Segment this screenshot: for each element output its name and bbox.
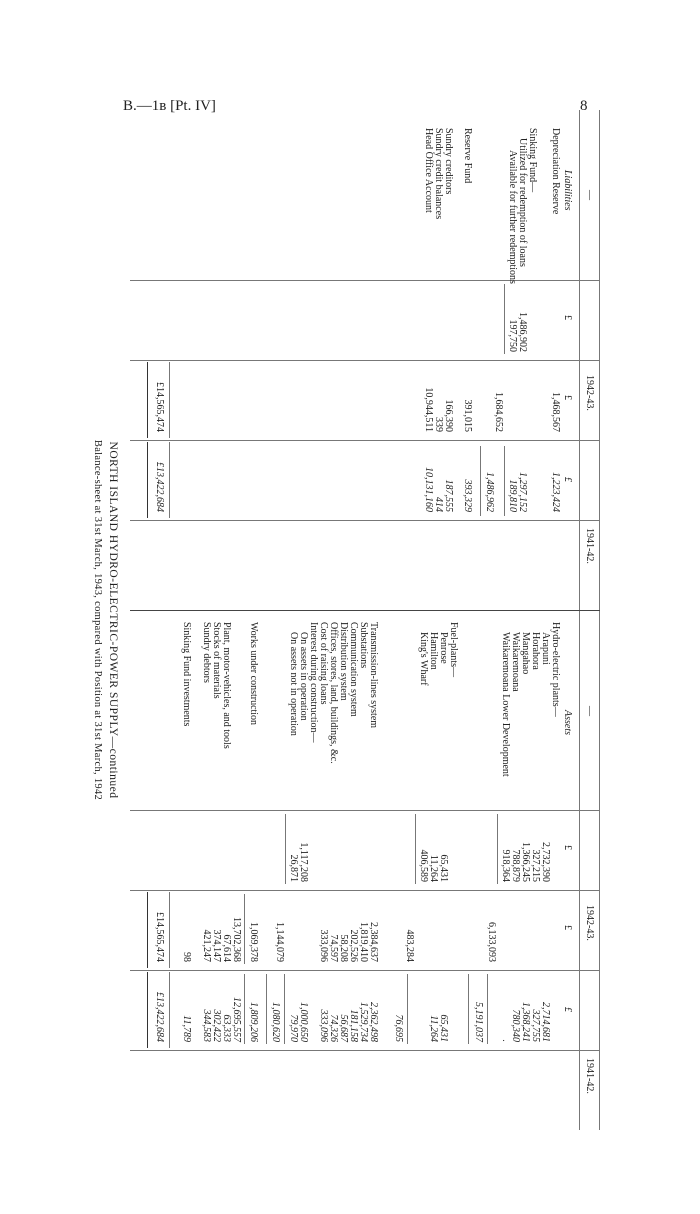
interest-not-operation-label: On assets not in operation bbox=[288, 632, 299, 736]
credit-balances-1942: 414 bbox=[433, 497, 444, 512]
hydro-item-1942: 327,755 bbox=[530, 1009, 541, 1042]
asset-dash-header: — bbox=[584, 706, 595, 716]
plant-label: Plant, motor-vehicles, and tools bbox=[221, 622, 232, 749]
sinking-available-1942: 189,810 bbox=[507, 479, 518, 512]
creditors-label: Sundry creditors bbox=[443, 128, 454, 195]
hydro-item-1942: 2,714,681 bbox=[540, 1002, 551, 1042]
rule bbox=[480, 446, 481, 516]
rule bbox=[497, 814, 498, 884]
liab-col-line-3 bbox=[130, 440, 600, 441]
center-divider bbox=[130, 610, 600, 611]
rule bbox=[169, 362, 170, 438]
asset-1942-header: 1941-42. bbox=[584, 1058, 595, 1094]
sinking-utilized-1943: 1,486,902 bbox=[517, 312, 528, 352]
pound-sign: £ bbox=[562, 925, 573, 930]
rule bbox=[468, 974, 469, 1044]
asset-item-1943: 58,208 bbox=[338, 934, 349, 962]
pound-sign: £ bbox=[562, 395, 573, 400]
asset-item-1943: 202,526 bbox=[348, 929, 359, 962]
hydro-total-1942: 5,191,037 bbox=[473, 1002, 484, 1042]
interest-operation-label: On assets in operation bbox=[298, 632, 309, 721]
page-number: 8 bbox=[580, 98, 588, 114]
rule bbox=[147, 362, 148, 438]
interest-operation-1943: 1,117,208 bbox=[298, 842, 309, 882]
hydro-item-1943: 918,364 bbox=[500, 849, 511, 882]
asset-item-label: Transmission-lines system bbox=[368, 622, 379, 729]
assets-subtotal-1942: 12,695,557 bbox=[231, 997, 242, 1042]
table-subtitle: Balance-sheet at 31st March, 1943, compared with Position at 31st March, 1942 bbox=[92, 439, 103, 801]
asset-item-1943: 1,819,410 bbox=[358, 922, 369, 962]
rule bbox=[169, 892, 170, 968]
asset-item-1942: 74,326 bbox=[328, 1014, 339, 1042]
works-label: Works under construction bbox=[248, 622, 259, 726]
sinking-total-1943: 1,684,652 bbox=[493, 392, 504, 432]
rule bbox=[244, 974, 245, 1044]
hydro-total-1943: 6,133,093 bbox=[486, 922, 497, 962]
rule bbox=[147, 442, 148, 518]
plant-1943: 67,614 bbox=[221, 934, 232, 962]
hydro-item-1943: 2,732,390 bbox=[540, 842, 551, 882]
assets-heading: Assets bbox=[562, 710, 573, 735]
asset-item-label: Offices, stores, land, buildings, &c. bbox=[328, 622, 339, 764]
interest-label: Interest during construction— bbox=[308, 622, 319, 743]
fuel-item-1943: 11,264 bbox=[428, 854, 439, 882]
interest-not-operation-1943: 26,871 bbox=[288, 854, 299, 882]
liabilities-total-1943: £14,565,474 bbox=[154, 382, 165, 432]
liab-dash-header: — bbox=[584, 190, 595, 200]
debtors-label: Sundry debtors bbox=[201, 622, 212, 683]
fuel-total-1942: 76,695 bbox=[393, 1014, 404, 1042]
depreciation-label: Depreciation Reserve bbox=[550, 128, 561, 215]
credit-balances-1943: 339 bbox=[433, 417, 444, 432]
head-office-1942: 10,131,160 bbox=[423, 467, 434, 512]
liabilities-heading: Liabilities bbox=[562, 170, 573, 211]
head-office-1943: 10,944,511 bbox=[423, 387, 434, 432]
top-rule bbox=[599, 110, 600, 1130]
rule bbox=[266, 974, 267, 1044]
rule bbox=[169, 972, 170, 1048]
reserve-fund-label: Reserve Fund bbox=[462, 128, 473, 184]
works-1942: 1,809,206 bbox=[248, 1002, 259, 1042]
interest-total-1942: 1,080,620 bbox=[270, 1002, 281, 1042]
asset-item-1942: 181,158 bbox=[348, 1009, 359, 1042]
asset-item-1943: 2,384,637 bbox=[368, 922, 379, 962]
fuel-item-1943: 65,431 bbox=[438, 854, 449, 882]
asset-item-label: Cost of raising loans bbox=[318, 622, 329, 705]
fuel-item-1942: 11,264 bbox=[428, 1015, 439, 1042]
hydro-item-1943: 788,879 bbox=[510, 849, 521, 882]
rule bbox=[169, 442, 170, 518]
sinking-total-1942: 1,486,962 bbox=[484, 472, 495, 512]
sinking-investments-1942: 11,789 bbox=[181, 1015, 192, 1042]
reserve-fund-1942: 393,329 bbox=[462, 479, 473, 512]
sinking-available-1943: 197,750 bbox=[507, 319, 518, 352]
rule bbox=[147, 972, 148, 1048]
works-1943: 1,069,378 bbox=[248, 922, 259, 962]
fuel-item: Penrose bbox=[438, 632, 449, 664]
sinking-investments-label: Sinking Fund investments bbox=[181, 622, 192, 727]
hydro-label: Hydro-electric plants— bbox=[550, 622, 561, 717]
hydro-item-1942: 1,368,241 bbox=[520, 1002, 531, 1042]
hydro-item-1942: 780,340 bbox=[510, 1009, 521, 1042]
rule bbox=[244, 894, 245, 964]
hydro-item-1943: 327,215 bbox=[530, 849, 541, 882]
rule bbox=[415, 814, 416, 884]
balance-sheet bbox=[92, 110, 600, 1130]
sinking-utilized-1942: 1,297,152 bbox=[517, 472, 528, 512]
assets-total-1942: £13,422,684 bbox=[154, 992, 165, 1042]
rule bbox=[284, 974, 285, 1044]
debtors-1942: 344,583 bbox=[201, 1009, 212, 1042]
rule bbox=[504, 446, 505, 516]
asset-item-1942: 333,096 bbox=[318, 1009, 329, 1042]
hydro-item: Horahora bbox=[530, 632, 541, 670]
creditors-1942: 187,555 bbox=[443, 479, 454, 512]
liab-1942-header: 1941-42. bbox=[584, 528, 595, 564]
hydro-item: Arapuni bbox=[540, 632, 551, 665]
sinking-fund-label: Sinking Fund— bbox=[527, 128, 538, 193]
pound-sign: £ bbox=[562, 315, 573, 320]
document-code: B.—1в [Pt. IV] bbox=[123, 98, 216, 114]
depreciation-1943: 1,468,567 bbox=[550, 392, 561, 432]
pound-sign: £ bbox=[562, 1007, 573, 1012]
fuel-label: Fuel-plants— bbox=[448, 622, 459, 677]
debtors-1943: 421,247 bbox=[201, 929, 212, 962]
reserve-fund-1943: 391,015 bbox=[462, 399, 473, 432]
fuel-item: King's Wharf bbox=[418, 632, 429, 686]
plant-1942: 63,333 bbox=[221, 1014, 232, 1042]
interest-total-1943: 1,144,079 bbox=[274, 922, 285, 962]
rule bbox=[487, 974, 488, 1044]
interest-not-operation-1942: 79,970 bbox=[288, 1014, 299, 1042]
assets-subtotal-1943: 13,702,368 bbox=[231, 917, 242, 962]
stocks-label: Stocks of materials bbox=[211, 622, 222, 699]
sinking-investments-1943: 98 bbox=[181, 952, 192, 962]
asset-item-1942: 1,529,734 bbox=[358, 1002, 369, 1042]
table-title: NORTH ISLAND HYDRO-ELECTRIC-POWER SUPPLY—continued bbox=[107, 441, 119, 799]
liab-col-line-2 bbox=[130, 360, 600, 361]
liab-col-line-4 bbox=[130, 520, 600, 521]
asset-item-label: Distribution system bbox=[338, 622, 349, 701]
rule bbox=[407, 974, 408, 1044]
assets-total-1943: £14,565,474 bbox=[154, 912, 165, 962]
credit-balances-label: Sundry credit balances bbox=[433, 128, 444, 220]
hydro-item: Waikaremoana Lower Development bbox=[500, 632, 511, 777]
liab-col-line-1 bbox=[130, 280, 600, 281]
hydro-item-1942: . bbox=[500, 1039, 511, 1042]
fuel-item: Hamilton bbox=[428, 632, 439, 670]
asset-col-line-4 bbox=[130, 1050, 600, 1051]
asset-item-1943: 333,096 bbox=[318, 929, 329, 962]
hydro-item: Waikaremoana bbox=[510, 632, 521, 692]
asset-item-1942: 2,362,498 bbox=[368, 1002, 379, 1042]
rule bbox=[504, 284, 505, 354]
interest-operation-1942: 1,000,650 bbox=[298, 1002, 309, 1042]
asset-item-label: Substations bbox=[358, 622, 369, 669]
fuel-item-1943: 406,589 bbox=[418, 849, 429, 882]
asset-item-label: Communication system bbox=[348, 622, 359, 717]
depreciation-1942: 1,223,424 bbox=[550, 472, 561, 512]
pound-sign: £ bbox=[562, 477, 573, 482]
liab-1943-header: 1942-43. bbox=[584, 375, 595, 411]
hydro-item: Mangahao bbox=[520, 632, 531, 675]
asset-item-1943: 74,597 bbox=[328, 934, 339, 962]
fuel-total-1943: 483,284 bbox=[404, 929, 415, 962]
pound-sign: £ bbox=[562, 845, 573, 850]
header-rule bbox=[579, 110, 580, 1130]
fuel-item-1942: 65,431 bbox=[438, 1014, 449, 1042]
asset-item-1942: 56,687 bbox=[338, 1014, 349, 1042]
rule bbox=[147, 892, 148, 968]
head-office-label: Head Office Account bbox=[423, 128, 434, 213]
sinking-utilized-label: Utilized for redemption of loans bbox=[517, 138, 528, 267]
stocks-1942: 302,422 bbox=[211, 1009, 222, 1042]
sinking-available-label: Available for further redemptions bbox=[507, 150, 518, 284]
asset-1943-header: 1942-43. bbox=[584, 905, 595, 941]
stocks-1943: 374,147 bbox=[211, 929, 222, 962]
rule bbox=[285, 814, 286, 884]
hydro-item-1943: 1,366,245 bbox=[520, 842, 531, 882]
creditors-1943: 166,390 bbox=[443, 399, 454, 432]
liabilities-total-1942: £13,422,684 bbox=[154, 462, 165, 512]
